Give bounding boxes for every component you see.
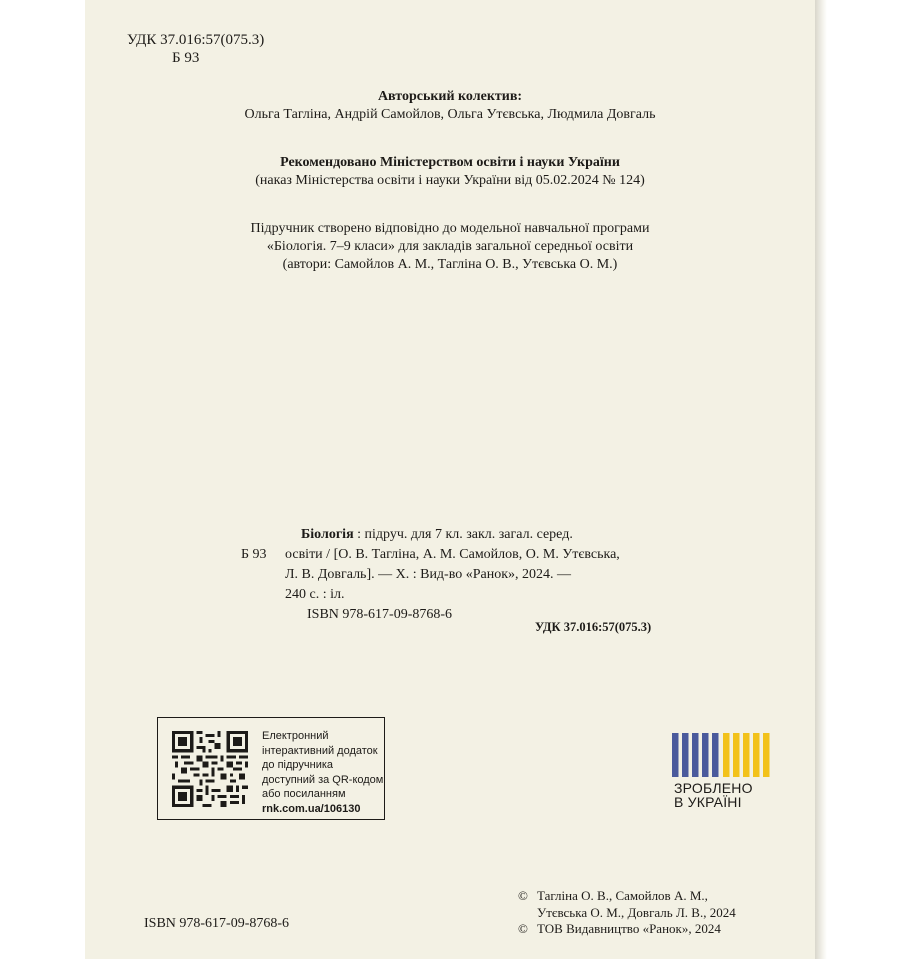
yellow-stripe [763, 733, 770, 777]
ukraine-stripes-icon [672, 733, 772, 777]
copyright-symbol: © [518, 921, 528, 936]
made-in-ukraine-line: ЗРОБЛЕНО [674, 780, 753, 796]
bib-isbn: ISBN 978-617-09-8768-6 [307, 607, 453, 622]
blue-stripe [672, 733, 679, 777]
qr-text-line: Електронний [262, 730, 329, 742]
qr-text-line: або посиланням [262, 788, 346, 801]
qr-code-icon[interactable] [172, 731, 248, 807]
blue-stripe [682, 733, 689, 777]
made-in-ukraine-label [674, 781, 753, 809]
yellow-stripe [733, 733, 740, 777]
qr-box [157, 717, 385, 820]
copyright-line: ТОВ Видавництво «Ранок», 2024 [537, 921, 721, 936]
program-line: «Біологія. 7–9 класи» для закладів загальної середньої освіти [266, 239, 634, 254]
bib-line-2: освіти / [О. В. Тагліна, А. М. Самойлов, О. М. Утєвська, [285, 547, 620, 562]
copyright-symbol: © [518, 888, 528, 903]
bib-index: Б 93 [241, 547, 267, 562]
yellow-stripe [743, 733, 750, 777]
qr-text-line: інтерактивний додаток [262, 744, 378, 757]
qr-link[interactable]: rnk.com.ua/106130 [262, 802, 361, 815]
bib-line-1 [301, 527, 573, 543]
catalog-index-top: Б 93 [172, 50, 200, 66]
ministry-recommendation: Рекомендовано Міністерством освіти і науки України [280, 155, 620, 170]
authors-list: Ольга Тагліна, Андрій Самойлов, Ольга Утєвська, Людмила Довгаль [244, 107, 656, 122]
copyright-line: Тагліна О. В., Самойлов А. М., [537, 888, 708, 903]
bib-udk: УДК 37.016:57(075.3) [535, 620, 652, 634]
bib-title: Біологія [301, 527, 354, 542]
made-in-ukraine-line: В УКРАЇНІ [674, 794, 742, 810]
blue-stripe [712, 733, 719, 777]
bib-line-4: 240 с. : іл. [285, 587, 345, 602]
ministry-order: (наказ Міністерства освіти і науки України від 05.02.2024 № 124) [255, 173, 645, 188]
bib-line-3: Л. В. Довгаль]. — Х. : Вид-во «Ранок», 2024. — [285, 567, 572, 582]
bib-title-rest: : підруч. для 7 кл. закл. загал. серед. [353, 527, 573, 542]
yellow-stripe [723, 733, 730, 777]
yellow-stripe [753, 733, 760, 777]
program-line: (автори: Самойлов А. М., Тагліна О. В., Утєвська О. М.) [282, 257, 618, 272]
udk-code-top: УДК 37.016:57(075.3) [127, 32, 265, 48]
authors-heading: Авторський колектив: [377, 89, 523, 104]
program-line: Підручник створено відповідно до модельної навчальної програми [250, 221, 650, 236]
isbn-bottom: ISBN 978-617-09-8768-6 [144, 916, 290, 931]
qr-description [262, 729, 383, 817]
page-edge [815, 0, 827, 959]
qr-text-line: доступний за QR-кодом [262, 773, 384, 786]
blue-stripe [692, 733, 699, 777]
copyright-line: Утєвська О. М., Довгаль Л. В., 2024 [537, 905, 736, 920]
blue-stripe [702, 733, 709, 777]
qr-text-line: до підручника [262, 759, 334, 772]
